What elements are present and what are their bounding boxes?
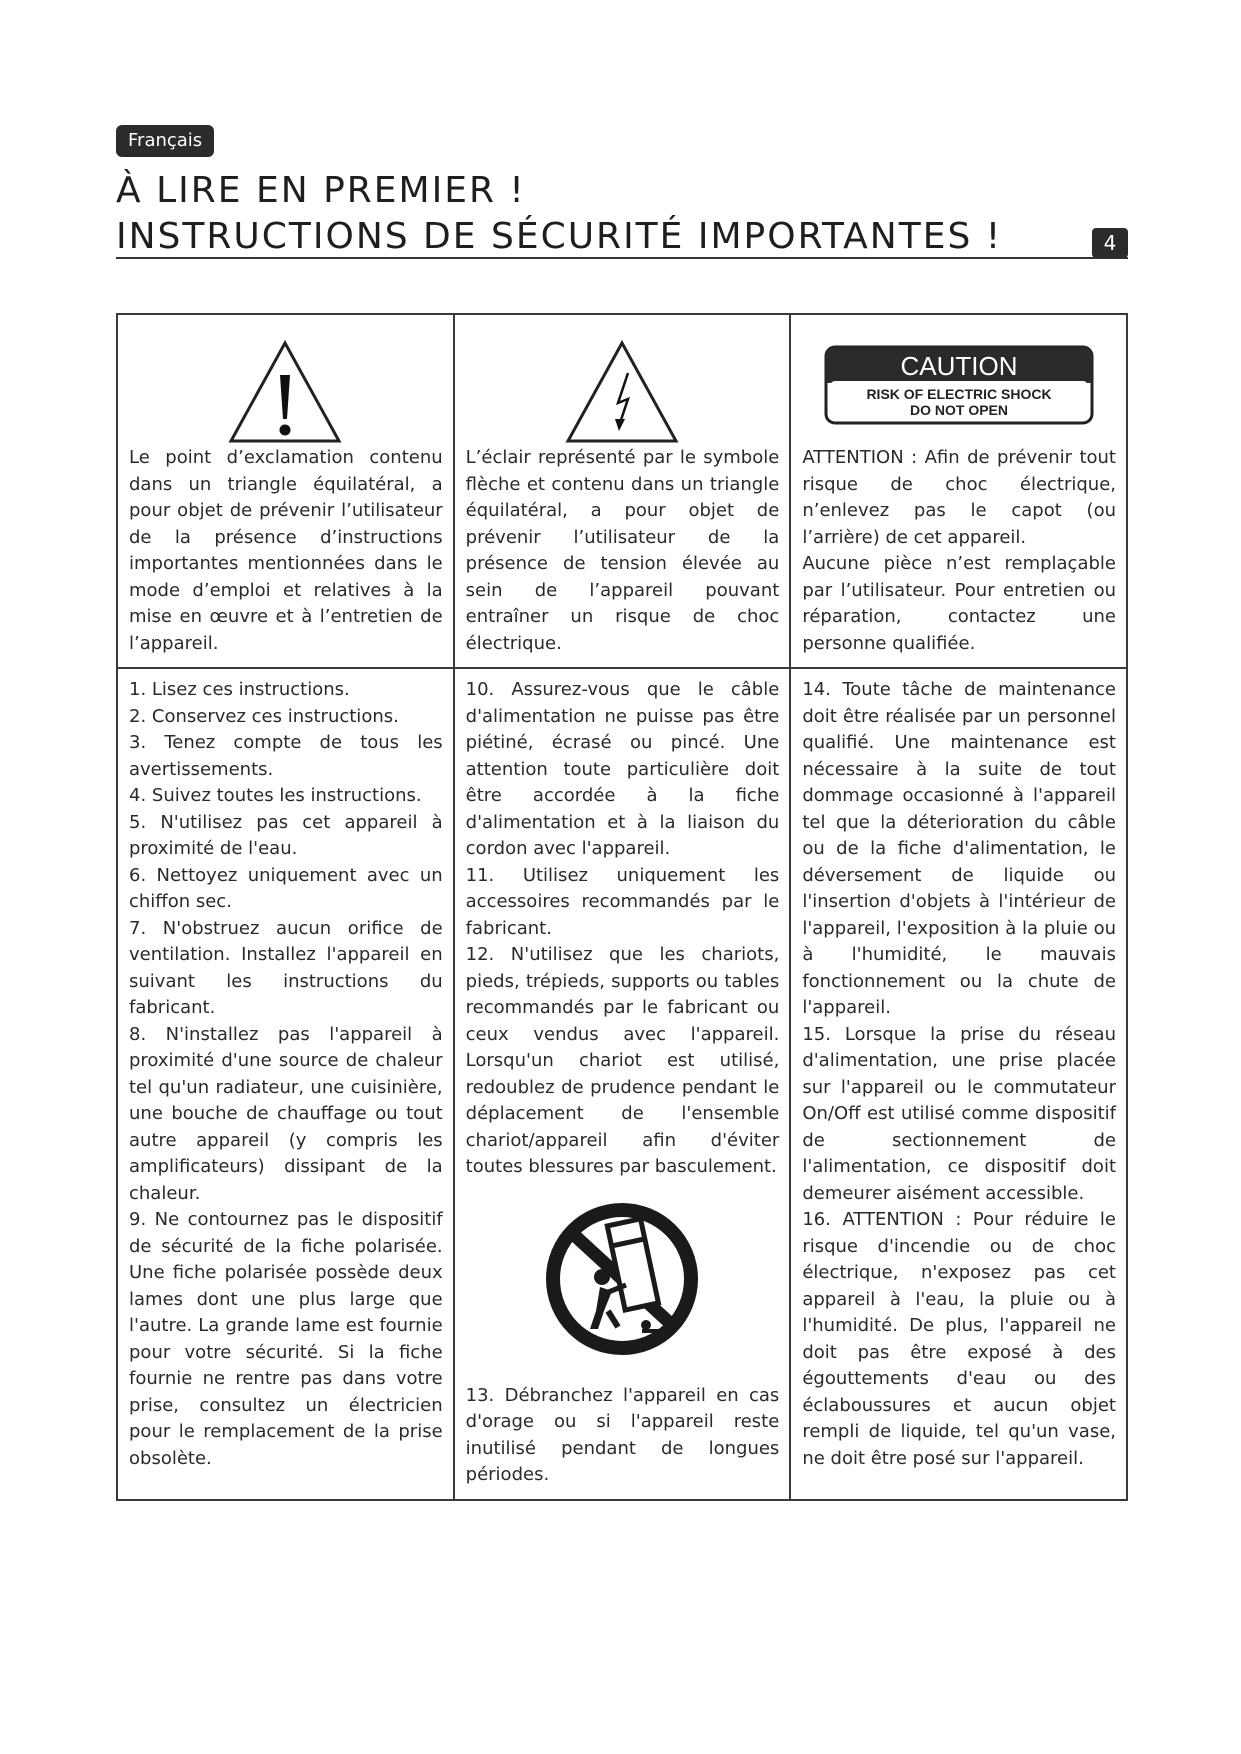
instruction-item: 11. Utilisez uniquement les accessoires recommandés par le fabricant. [465, 864, 780, 939]
page-title [116, 168, 1126, 260]
instruction-item: 15. Lorsque la prise du réseau d'alimentation, une prise placée sur l'appareil ou le commutateur On/Off est utilisé comme dispositif de sectionnement de l'alimentation, ce dispositif doit demeurer aisément accessible. [802, 1023, 1116, 1204]
instruction-item: 5. N'utilisez pas cet appareil à proximité de l'eau. [129, 811, 443, 859]
instruction-item: 6. Nettoyez uniquement avec un chiffon sec. [129, 864, 443, 912]
instruction-item: 12. N'utilisez que les chariots, pieds, trépieds, supports ou tables recommandés par le fabricant ou ceux vendus avec l'appareil. Lorsqu'un chariot est utilisé, redoublez de prudence pendant le déplacement de l'ensemble chariot/appareil afin d'éviter toutes blessures par basculement. [465, 944, 780, 1177]
caution-title: CAUTION [900, 351, 1018, 381]
exclamation-description: Le point d’exclamation contenu dans un triangle équilatéral, a pour objet de prévenir l’utilisateur de la présence d’instructions importantes mentionnées dans le mode d’emploi et relatives à la mise en œuvre et à l’entretien de l’appareil. [129, 447, 443, 654]
instruction-item: 7. N'obstruez aucun orifice de ventilation. Installez l'appareil en suivant les instructions du fabricant. [129, 917, 443, 1018]
title-underline [116, 257, 1128, 259]
page-number-badge: 4 [1092, 228, 1128, 258]
title-line-2: INSTRUCTIONS DE SÉCURITÉ IMPORTANTES ! [116, 216, 1003, 257]
instruction-item: 10. Assurez-vous que le câble d'alimentation ne puisse pas être piétiné, écrasé ou pincé. Une attention toute particulière doit être accordée à la fiche d'alimentation et à la liaison du cordon avec l'appareil. [465, 679, 780, 859]
caution-description-2: Aucune pièce n’est remplaçable par l’utilisateur. Pour entretien ou réparation, contactez une personne qualifiée. [802, 553, 1116, 654]
caution-description-1: ATTENTION : Afin de prévenir tout risque de choc électrique, n’enlevez pas le capot (ou l’arrière) de cet appareil. [802, 447, 1116, 548]
instruction-item: 14. Toute tâche de maintenance doit être réalisée par un personnel qualifié. Une maintenance est nécessaire à la suite de tout dommage occasionné à l'appareil tel que la déterioration du câble ou de la fiche d'alimentation, le déversement de liquide ou l'insertion d'objets à l'intérieur de l'appareil, l'exposition à la pluie ou à l'humidité, le mauvais fonctionnement ou la chute de l'appareil. [802, 679, 1116, 1018]
caution-line-1: RISK OF ELECTRIC SHOCK [866, 386, 1052, 402]
instructions-col-2 [454, 668, 791, 1500]
instructions-col-3 [790, 668, 1127, 1500]
instructions-col-1 [117, 668, 454, 1500]
cart-warning-icon [466, 1181, 780, 1383]
caution-label-icon [791, 315, 1126, 445]
instruction-item: 8. N'installez pas l'appareil à proximité d'une source de chaleur tel qu'un radiateur, une cuisinière, une bouche de chauffage ou tout autre appareil (y compris les amplificateurs) dissipant de la chaleur. [129, 1023, 443, 1204]
exclamation-triangle-icon [118, 315, 453, 445]
caution-line-2: DO NOT OPEN [909, 402, 1008, 418]
title-line-1: À LIRE EN PREMIER ! [116, 170, 526, 211]
instruction-item: 13. Débranchez l'appareil en cas d'orage ou si l'appareil reste inutilisé pendant de longues périodes. [465, 1384, 780, 1485]
instruction-item: 2. Conservez ces instructions. [129, 705, 399, 727]
instruction-item: 4. Suivez toutes les instructions. [129, 785, 422, 806]
instruction-item: 3. Tenez compte de tous les avertissements. [129, 732, 443, 780]
lightning-description: L’éclair représenté par le symbole flèche et contenu dans un triangle équilatéral, a pour objet de prévenir l’utilisateur de la présence de tension élevée au sein de l’appareil pouvant entraîner un risque de choc électrique. [465, 447, 780, 654]
instructions-row [117, 668, 1127, 1500]
safety-table [116, 313, 1128, 1501]
symbols-row [117, 314, 1127, 668]
language-badge: Français [116, 125, 214, 157]
lightning-triangle-icon [455, 315, 790, 445]
instruction-item: 9. Ne contournez pas le dispositif de sécurité de la fiche polarisée. Une fiche polarisée possède deux lames dont une plus large que l'autre. La grande lame est fournie pour votre sécurité. Si la fiche fournie ne rentre pas dans votre prise, consultez un électricien pour le remplacement de la prise obsolète. [129, 1209, 443, 1469]
instruction-item: 1. Lisez ces instructions. [129, 679, 350, 700]
symbol-cell-caution [790, 314, 1127, 668]
symbol-cell-lightning [454, 314, 791, 668]
instruction-item: 16. ATTENTION : Pour réduire le risque d'incendie ou de choc électrique, n'exposez pas cet appareil à l'eau, la pluie ou à l'humidité. De plus, l'appareil ne doit pas être exposé à des égouttements d'eau ou des éclaboussures et aucun objet rempli de liquide, tel qu'un vase, ne doit être posé sur l'appareil. [802, 1209, 1116, 1469]
symbol-cell-exclamation [117, 314, 454, 668]
